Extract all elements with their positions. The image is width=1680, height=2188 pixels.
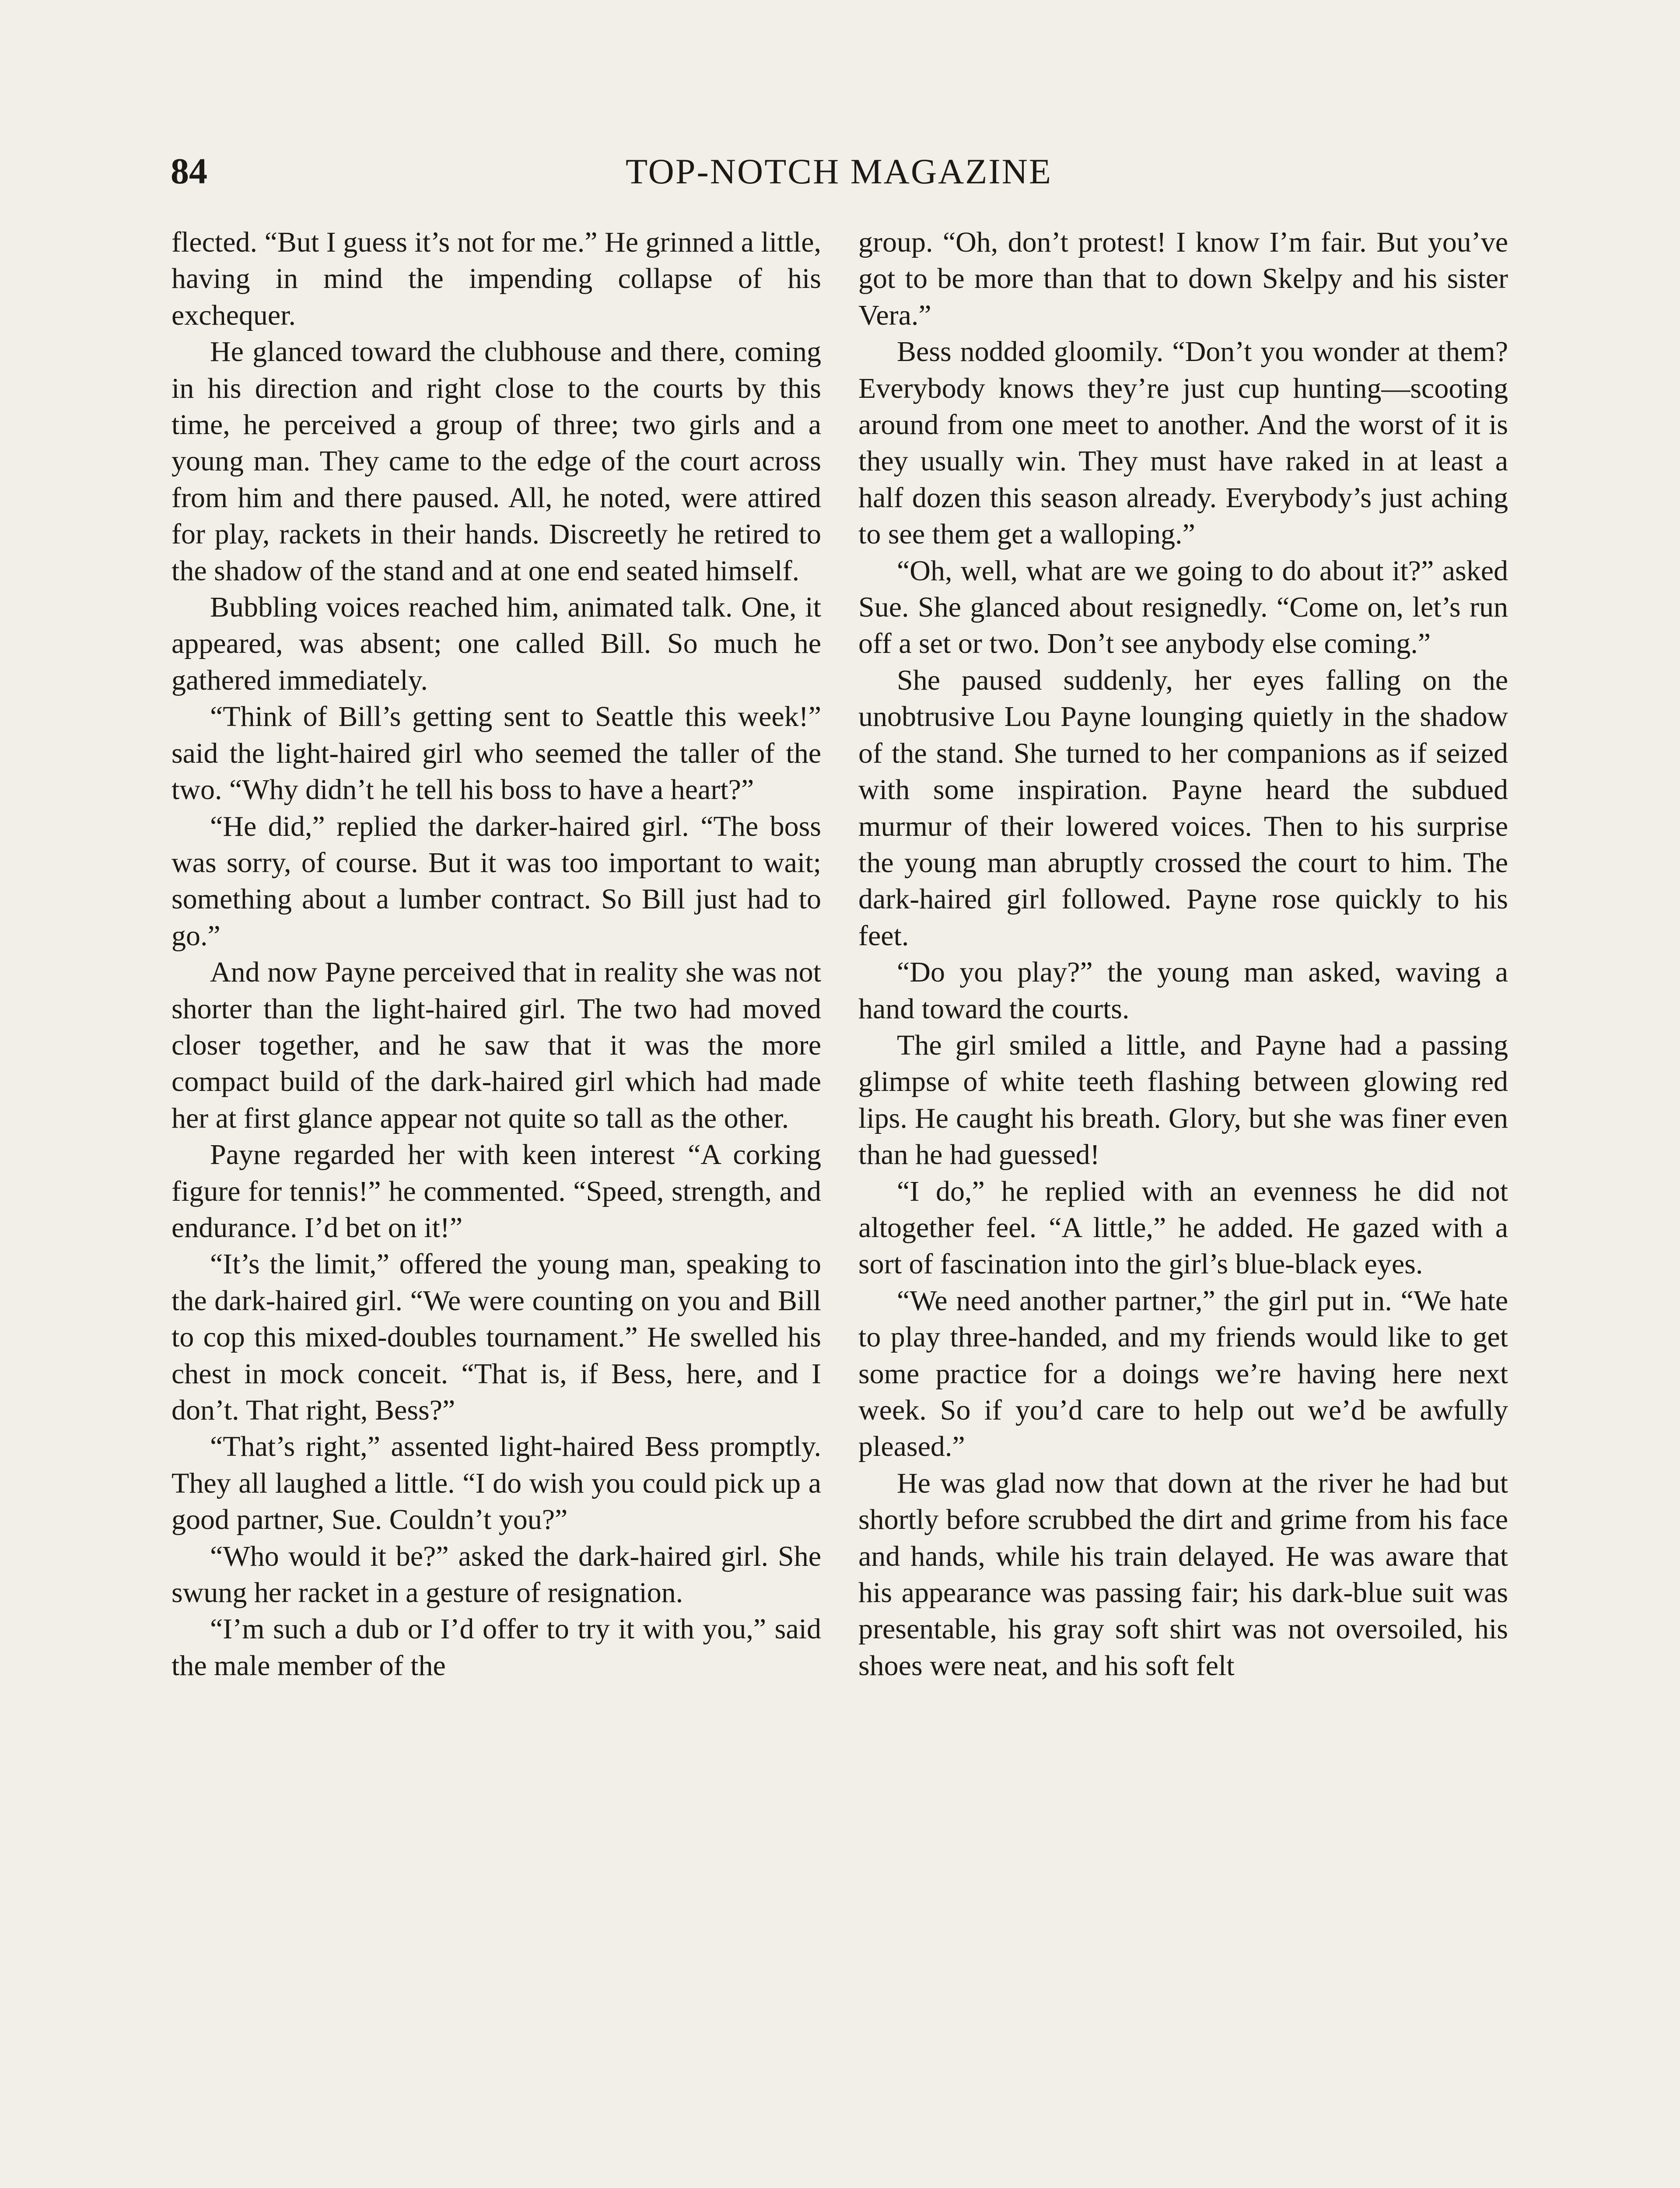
page-header [171,145,1507,198]
running-title: TOP-NOTCH MAGAZINE [626,151,1052,191]
paragraph: “That’s right,” assented light-haired Bess promptly. They all laughed a little. “I do wish you could pick up a good partner, Sue. Couldn’t you?” [172,1431,821,1536]
paragraph: The girl smiled a little, and Payne had a passing glimpse of white teeth flashing between glowing red lips. He caught his breath. Glory, but she was finer even than he had guessed! [858,1029,1508,1171]
paragraph: “I’m such a dub or I’d offer to try it with you,” said the male member of the [172,1613,821,1682]
page-number: 84 [171,151,207,192]
paragraph: “We need another partner,” the girl put in. “We hate to play three-handed, and my friends would like to get some practice for a doings we’re having here next week. So if you’d care to help out we’d be awfully pleased.” [858,1284,1508,1463]
paragraph: “Who would it be?” asked the dark-haired girl. She swung her racket in a gesture of resignation. [172,1540,821,1609]
paragraph: group. “Oh, don’t protest! I know I’m fair. But you’ve got to be more than that to down Skelpy and his sister Vera.” [858,226,1508,331]
paragraph: And now Payne perceived that in reality she was not shorter than the light-haired girl. The two had moved closer together, and he saw that it was the more compact build of the dark-haired girl which had made her at first glance appear not quite so tall as the other. [172,956,821,1134]
paragraph: “Think of Bill’s getting sent to Seattle this week!” said the light-haired girl who seemed the taller of the two. “Why didn’t he tell his boss to have a heart?” [172,701,821,806]
paragraph: He was glad now that down at the river he had but shortly before scrubbed the dirt and grime from his face and hands, while his train delayed. He was aware that his appearance was passing fair; his dark-blue suit was presentable, his gray soft shirt was not oversoiled, his shoes were neat, and his soft felt [858,1467,1508,1682]
paragraph: Bubbling voices reached him, animated talk. One, it appeared, was absent; one called Bill. So much he gathered immediately. [172,591,821,696]
paragraph: “Do you play?” the young man asked, waving a hand toward the courts. [858,956,1508,1025]
paragraph: Bess nodded gloomily. “Don’t you wonder at them? Everybody knows they’re just cup hunting—scooting around from one meet to another. And the worst of it is they usually win. They must have raked in at least a half dozen this season already. Everybody’s just aching to see them get a walloping.” [858,336,1508,551]
right-column [858,224,1508,1684]
paragraph: “Oh, well, what are we going to do about it?” asked Sue. She glanced about resignedly. “Come on, let’s run off a set or two. Don’t see anybody else coming.” [858,554,1508,660]
paragraph: He glanced toward the clubhouse and there, coming in his direction and right close to the courts by this time, he perceived a group of three; two girls and a young man. They came to the edge of the court across from him and there paused. All, he noted, were attired for play, rackets in their hands. Discreetly he retired to the shadow of the stand and at one end seated himself. [172,336,821,587]
paragraph: flected. “But I guess it’s not for me.” He grinned a little, having in mind the impending collapse of his exchequer. [172,226,821,331]
paragraph: Payne regarded her with keen interest “A corking figure for tennis!” he commented. “Speed, strength, and endurance. I’d bet on it!” [172,1139,821,1244]
paragraph: “I do,” he replied with an evenness he did not altogether feel. “A little,” he added. He gazed with a sort of fascination into the girl’s blue-black eyes. [858,1175,1508,1280]
left-column [172,224,821,1684]
paragraph: “It’s the limit,” offered the young man, speaking to the dark-haired girl. “We were counting on you and Bill to cop this mixed-doubles tournament.” He swelled his chest in mock conceit. “That is, if Bess, here, and I don’t. That right, Bess?” [172,1248,821,1426]
paragraph: She paused suddenly, her eyes falling on the unobtrusive Lou Payne lounging quietly in the shadow of the stand. She turned to her companions as if seized with some inspiration. Payne heard the subdued murmur of their lowered voices. Then to his surprise the young man abruptly crossed the court to him. The dark-haired girl followed. Payne rose quickly to his feet. [858,664,1508,952]
paragraph: “He did,” replied the darker-haired girl. “The boss was sorry, of course. But it was too important to wait; something about a lumber contract. So Bill just had to go.” [172,810,821,952]
